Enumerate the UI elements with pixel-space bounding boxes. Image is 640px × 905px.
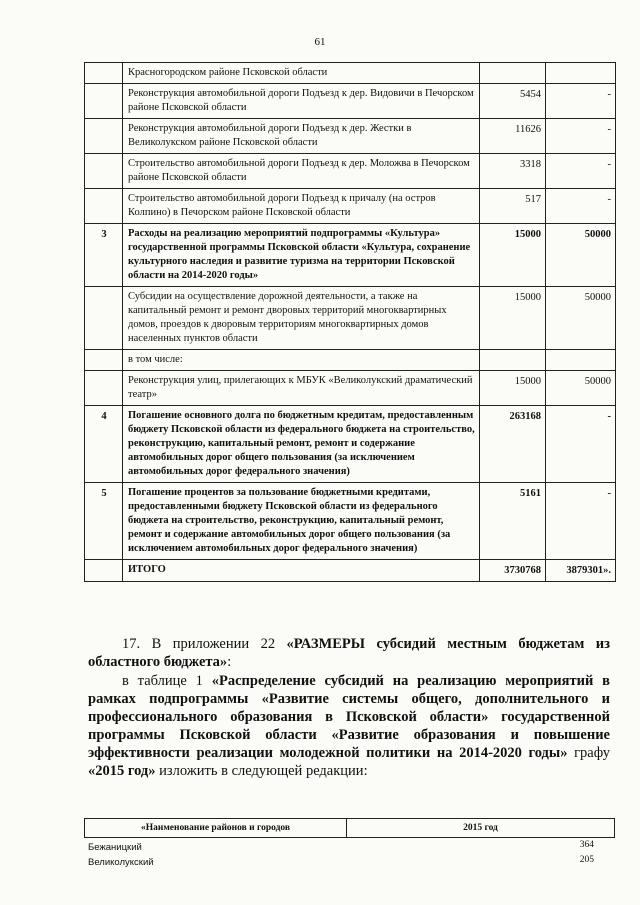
value-2015: -	[546, 483, 616, 560]
paragraph-17-text: 17. В приложении 22	[122, 636, 287, 652]
value-2015: 50000	[546, 224, 616, 287]
table-row	[85, 287, 616, 350]
row-number	[85, 63, 123, 84]
value-2014: 15000	[480, 287, 546, 350]
subsidy-header-table	[84, 818, 615, 838]
row-name: Субсидии на осуществление дорожной деятельности, а также на капитальный ремонт и ремонт дворовых территорий многоквартирных домов, проездов к дворовым территориям многоквартирных домов населенных пунктов области	[123, 287, 480, 350]
value-2014: 3730768	[480, 560, 546, 582]
paragraph-17-colon: :	[227, 654, 232, 670]
row-name: Реконструкция автомобильной дороги Подъезд к дер. Жестки в Великолукском районе Псковской области	[123, 119, 480, 154]
table-row	[85, 406, 616, 483]
value-2015: 3879301».	[546, 560, 616, 582]
header-district-name: «Наименование районов и городов	[85, 819, 347, 838]
value-2014: 5161	[480, 483, 546, 560]
row-name: Реконструкция автомобильной дороги Подъезд к дер. Видовичи в Печорском районе Псковской области	[123, 84, 480, 119]
value-2015	[546, 350, 616, 371]
row-number	[85, 189, 123, 224]
table-row	[85, 154, 616, 189]
paragraph-17	[88, 635, 610, 671]
district-value: 205	[579, 855, 594, 865]
column-2015-name: «2015 год»	[88, 763, 156, 779]
row-number	[85, 371, 123, 406]
district-value: 364	[579, 840, 594, 850]
value-2015: -	[546, 119, 616, 154]
row-name: Строительство автомобильной дороги Подъезд к дер. Моложва в Печорском районе Псковской области	[123, 154, 480, 189]
value-2014: 3318	[480, 154, 546, 189]
value-2015: 50000	[546, 371, 616, 406]
value-2014: 11626	[480, 119, 546, 154]
paragraph-table-1-intro: в таблице 1	[122, 673, 212, 689]
row-number	[85, 560, 123, 582]
row-number: 4	[85, 406, 123, 483]
table-row	[85, 371, 616, 406]
row-name: Строительство автомобильной дороги Подъезд к причалу (на остров Колпино) в Печорском районе Псковской области	[123, 189, 480, 224]
row-number	[85, 119, 123, 154]
district-row	[88, 842, 606, 853]
row-name: в том числе:	[123, 350, 480, 371]
row-name: Расходы на реализацию мероприятий подпрограммы «Культура» государственной программы Псковской области «Культура, сохранение культурного наследия и развитие туризма на территории Псковской области на 2014-2020 годы»	[123, 224, 480, 287]
row-number	[85, 350, 123, 371]
appendix-22-title: «РАЗМЕРЫ субсидий местным бюджетам из областного бюджета»	[88, 636, 610, 670]
row-number	[85, 154, 123, 189]
value-2014: 15000	[480, 224, 546, 287]
district-name: Бежаницкий	[88, 842, 142, 853]
table-row	[85, 119, 616, 154]
value-2014: 15000	[480, 371, 546, 406]
row-number: 3	[85, 224, 123, 287]
table-row	[85, 63, 616, 84]
row-name: Погашение основного долга по бюджетным кредитам, предоставленным бюджету Псковской области из федерального бюджета на строительство, реконструкцию, капитальный ремонт, ремонт и содержание автомобильных дорог общего пользования (за исключением автомобильных дорог федерального значения)	[123, 406, 480, 483]
table-row	[85, 84, 616, 119]
value-2015	[546, 63, 616, 84]
value-2014	[480, 350, 546, 371]
table-row	[85, 350, 616, 371]
paragraph-table-1-mid: графу	[567, 745, 610, 761]
row-name: Реконструкция улиц, прилегающих к МБУК «Великолукский драматический театр»	[123, 371, 480, 406]
table-row	[85, 224, 616, 287]
value-2014: 5454	[480, 84, 546, 119]
row-number: 5	[85, 483, 123, 560]
header-year-2015: 2015 год	[347, 819, 615, 838]
paragraph-table-1-end: изложить в следующей редакции:	[155, 763, 368, 779]
value-2014: 517	[480, 189, 546, 224]
table-row	[85, 483, 616, 560]
row-number	[85, 287, 123, 350]
value-2015: -	[546, 189, 616, 224]
value-2015: -	[546, 154, 616, 189]
page-number: 61	[314, 36, 326, 48]
value-2015: 50000	[546, 287, 616, 350]
row-name: ИТОГО	[123, 560, 480, 582]
value-2015: -	[546, 406, 616, 483]
row-number	[85, 84, 123, 119]
district-row	[88, 857, 606, 868]
table-row	[85, 189, 616, 224]
value-2014: 263168	[480, 406, 546, 483]
paragraph-table-1	[88, 672, 610, 780]
row-name: Погашение процентов за пользование бюджетными кредитами, предоставленными бюджету Псковской области из федерального бюджета на строительство, реконструкцию, капитальный ремонт, ремонт и содержание автомобильных дорог общего пользования (за исключением автомобильных дорог федерального значения)	[123, 483, 480, 560]
district-name: Великолукский	[88, 857, 154, 868]
table-row	[85, 560, 616, 582]
table-1-title: «Распределение субсидий на реализацию мероприятий в рамках подпрограммы «Развитие системы общего, дополнительного и профессионального образования в Псковской области» государственной программы Псковской области «Развитие образования и повышение эффективности реализации молодежной политики на 2014-2020 годы»	[88, 673, 610, 761]
value-2015: -	[546, 84, 616, 119]
row-name: Красногородском районе Псковской области	[123, 63, 480, 84]
budget-table	[84, 62, 616, 582]
value-2014	[480, 63, 546, 84]
